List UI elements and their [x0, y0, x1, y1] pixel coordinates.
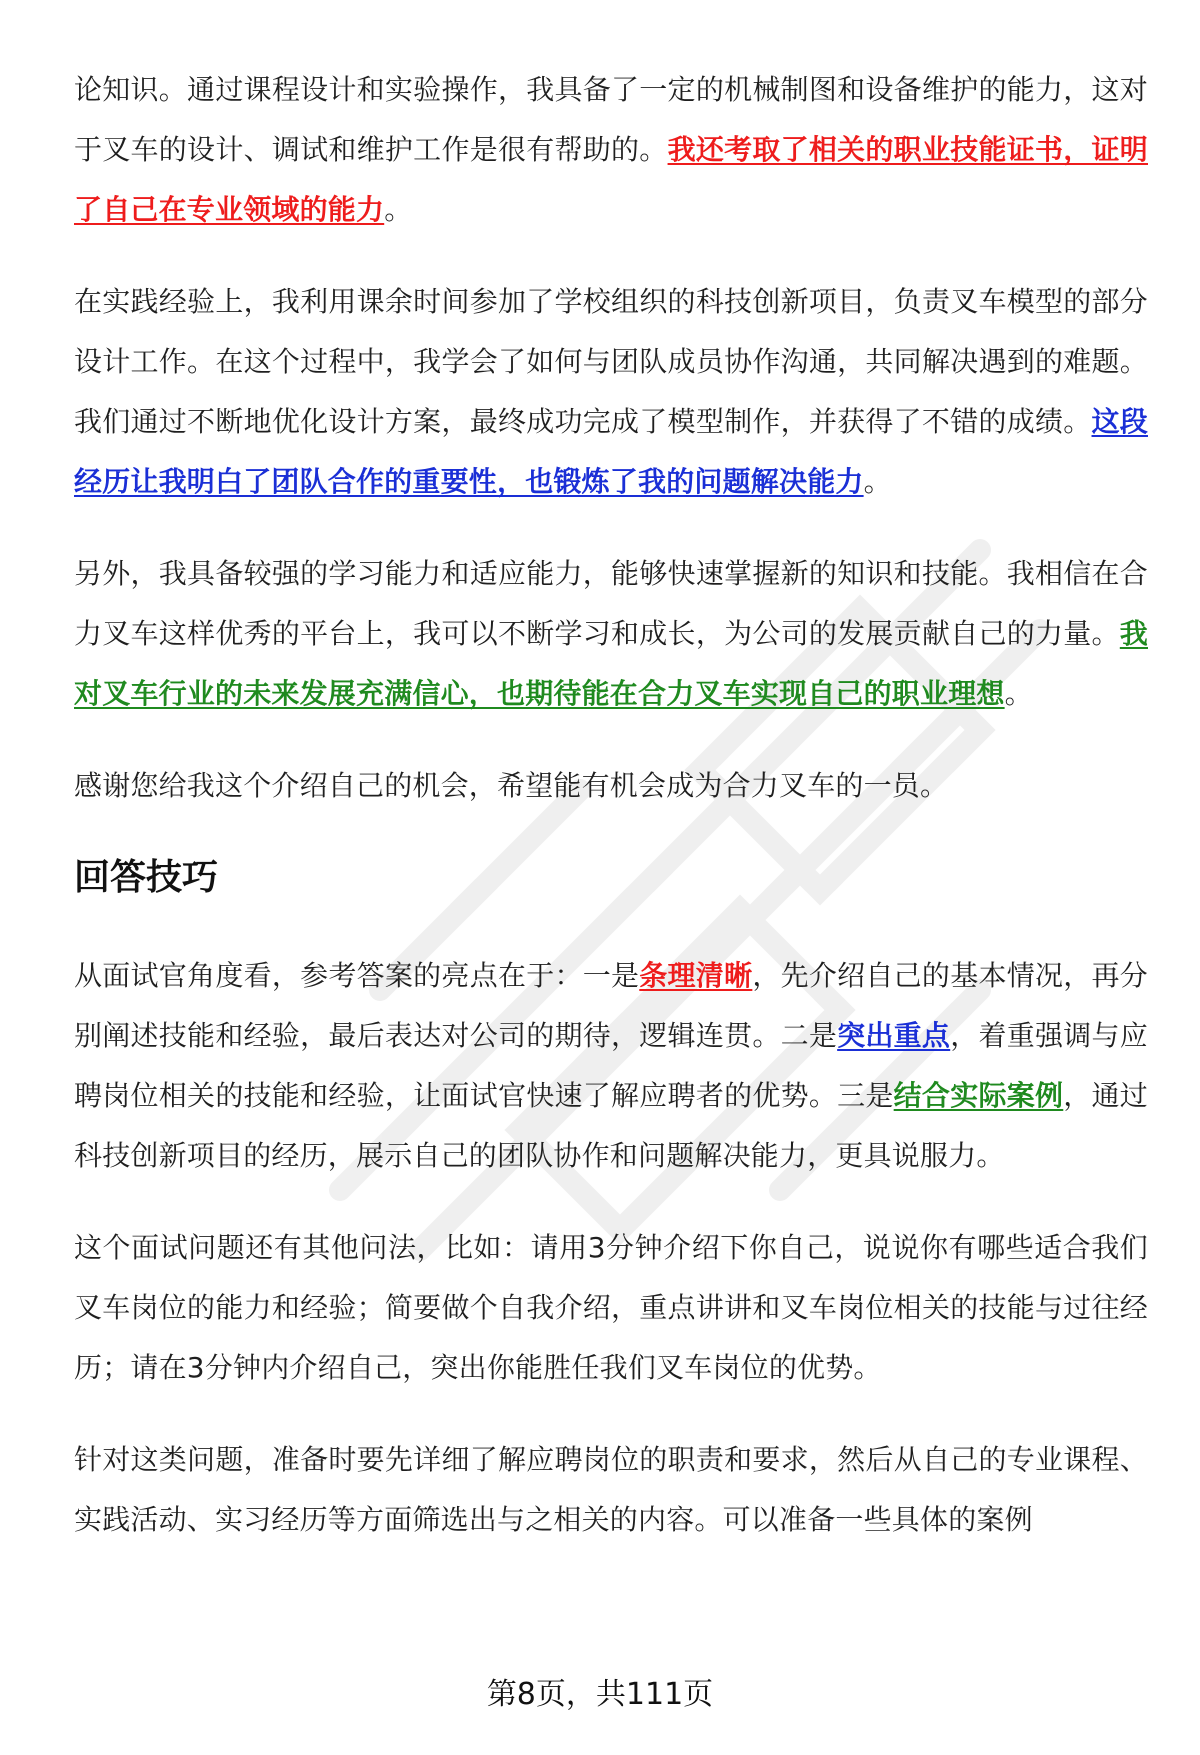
paragraph-knowledge [74, 60, 1148, 240]
highlight-blue: 这段经历让我明白了团队合作的重要性，也锻炼了我的问题解决能力 [74, 405, 1148, 498]
highlight-green: 我对叉车行业的未来发展充满信心，也期待能在合力叉车实现自己的职业理想 [74, 617, 1148, 710]
tips-paragraph-preparation: 针对这类问题，准备时要先详细了解应聘岗位的职责和要求，然后从自己的专业课程、实践活动、实习经历等方面筛选出与之相关的内容。可以准备一些具体的案例 [74, 1443, 1148, 1536]
highlight-green: 结合实际案例 [893, 1079, 1064, 1112]
paragraph-text: 从面试官角度看，参考答案的亮点在于：一是 [74, 959, 640, 992]
paragraph-text: 。 [863, 465, 892, 498]
section-heading: 回答技巧 [74, 857, 219, 898]
paragraph-text: 。 [384, 193, 413, 226]
paragraph-text: 在实践经验上，我利用课余时间参加了学校组织的科技创新项目，负责叉车模型的部分设计工作。在这个过程中，我学会了如何与团队成员协作沟通，共同解决遇到的难题。我们通过不断地优化设计方案，最终成功完成了模型制作，并获得了不错的成绩。 [74, 285, 1148, 438]
paragraph-text: 。 [1004, 677, 1033, 710]
paragraph-text: ，先介绍自己的基本情况，再分别阐述技能和经验，最后表达对公司的期待，逻辑连贯。二是 [74, 959, 1148, 1052]
tips-paragraph-highlights [74, 946, 1148, 1186]
paragraph-experience [74, 272, 1148, 512]
highlight-blue: 突出重点 [837, 1019, 951, 1052]
highlight-red: 我还考取了相关的职业技能证书，证明了自己在专业领域的能力 [74, 133, 1148, 226]
paragraph-text: ，通过科技创新项目的经历，展示自己的团队协作和问题解决能力，更具说服力。 [74, 1079, 1148, 1172]
paragraph-ability [74, 544, 1148, 724]
page-number-footer: 第8页，共111页 [486, 1677, 714, 1712]
paragraph-thanks: 感谢您给我这个介绍自己的机会，希望能有机会成为合力叉车的一员。 [74, 769, 949, 802]
main-content [74, 60, 1148, 1582]
paragraph-text: 论知识。通过课程设计和实验操作，我具备了一定的机械制图和设备维护的能力，这对于叉车的设计、调试和维护工作是很有帮助的。 [74, 73, 1148, 166]
paragraph-text: ，着重强调与应聘岗位相关的技能和经验，让面试官快速了解应聘者的优势。三是 [74, 1019, 1148, 1112]
paragraph-text: 另外，我具备较强的学习能力和适应能力，能够快速掌握新的知识和技能。我相信在合力叉车这样优秀的平台上，我可以不断学习和成长，为公司的发展贡献自己的力量。 [74, 557, 1148, 650]
highlight-red: 条理清晰 [639, 959, 753, 992]
tips-paragraph-variants: 这个面试问题还有其他问法，比如：请用3分钟介绍下你自己，说说你有哪些适合我们叉车岗位的能力和经验；简要做个自我介绍，重点讲讲和叉车岗位相关的技能与过往经历；请在3分钟内介绍自己，突出你能胜任我们叉车岗位的优势。 [74, 1231, 1148, 1384]
